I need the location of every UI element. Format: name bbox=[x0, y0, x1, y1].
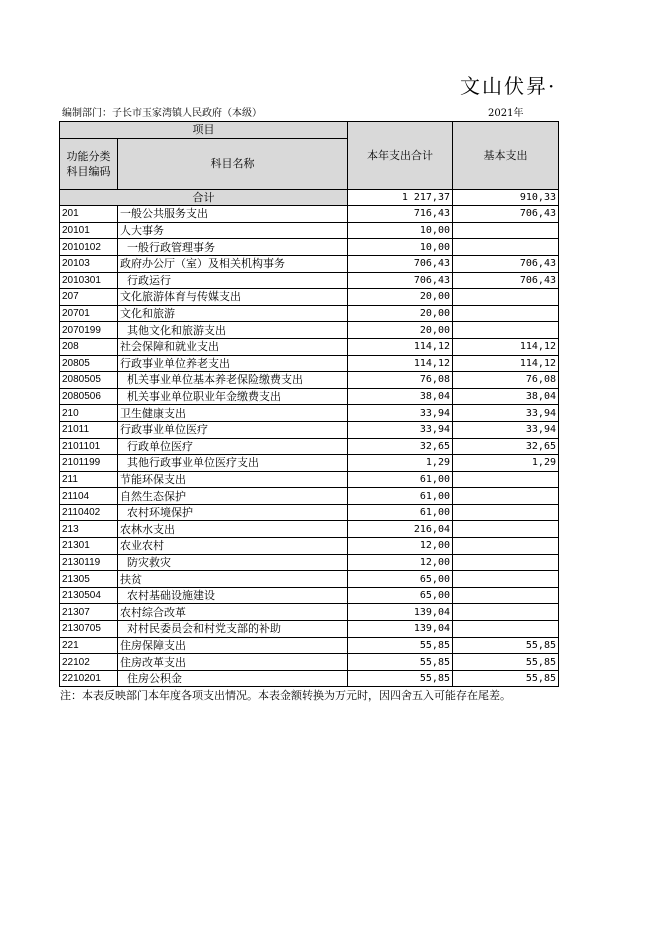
row-basic: 33,94 bbox=[453, 405, 559, 422]
row-code: 221 bbox=[60, 637, 118, 654]
table-row bbox=[60, 654, 559, 671]
table-row bbox=[60, 305, 559, 322]
row-code: 21307 bbox=[60, 604, 118, 621]
row-subject-name: 农林水支出 bbox=[118, 521, 348, 538]
total-basic: 910,33 bbox=[453, 189, 559, 206]
row-total: 716,43 bbox=[348, 206, 453, 223]
table-row bbox=[60, 255, 559, 272]
row-basic bbox=[453, 222, 559, 239]
department-label: 编制部门：子长市玉家湾镇人民政府（本级） bbox=[62, 108, 262, 119]
year-label: 2021年 bbox=[488, 108, 524, 119]
row-code: 210 bbox=[60, 405, 118, 422]
row-total: 20,00 bbox=[348, 305, 453, 322]
row-basic: 114,12 bbox=[453, 355, 559, 372]
table-row bbox=[60, 670, 559, 687]
row-subject-name: 一般行政管理事务 bbox=[118, 239, 348, 256]
table-row bbox=[60, 322, 559, 339]
row-total: 1,29 bbox=[348, 455, 453, 472]
row-basic bbox=[453, 305, 559, 322]
row-code: 2101101 bbox=[60, 438, 118, 455]
row-total: 32,65 bbox=[348, 438, 453, 455]
row-basic bbox=[453, 621, 559, 638]
total-amount: 1 217,37 bbox=[348, 189, 453, 206]
table-row bbox=[60, 272, 559, 289]
row-subject-name: 行政单位医疗 bbox=[118, 438, 348, 455]
row-subject-name: 文化旅游体育与传媒支出 bbox=[118, 289, 348, 306]
row-subject-name: 对村民委员会和村党支部的补助 bbox=[118, 621, 348, 638]
row-basic: 38,04 bbox=[453, 388, 559, 405]
row-total: 706,43 bbox=[348, 255, 453, 272]
row-code: 21301 bbox=[60, 538, 118, 555]
row-total: 65,00 bbox=[348, 587, 453, 604]
row-basic bbox=[453, 322, 559, 339]
row-subject-name: 政府办公厅（室）及相关机构事务 bbox=[118, 255, 348, 272]
row-basic: 55,85 bbox=[453, 670, 559, 687]
header-basic: 基本支出 bbox=[453, 122, 559, 190]
header-total: 本年支出合计 bbox=[348, 122, 453, 190]
row-basic bbox=[453, 289, 559, 306]
row-basic bbox=[453, 239, 559, 256]
row-total: 12,00 bbox=[348, 554, 453, 571]
row-basic: 55,85 bbox=[453, 654, 559, 671]
row-total: 76,08 bbox=[348, 372, 453, 389]
row-basic: 706,43 bbox=[453, 206, 559, 223]
row-subject-name: 行政事业单位医疗 bbox=[118, 421, 348, 438]
row-code: 208 bbox=[60, 338, 118, 355]
table-row bbox=[60, 604, 559, 621]
row-total: 33,94 bbox=[348, 405, 453, 422]
row-total: 61,00 bbox=[348, 504, 453, 521]
row-basic bbox=[453, 488, 559, 505]
row-subject-name: 农业农村 bbox=[118, 538, 348, 555]
expenditure-table bbox=[59, 121, 559, 687]
row-total: 55,85 bbox=[348, 670, 453, 687]
row-subject-name: 扶贫 bbox=[118, 571, 348, 588]
row-subject-name: 住房改革支出 bbox=[118, 654, 348, 671]
row-basic: 706,43 bbox=[453, 255, 559, 272]
row-code: 20101 bbox=[60, 222, 118, 239]
row-total: 20,00 bbox=[348, 322, 453, 339]
row-subject-name: 机关事业单位职业年金缴费支出 bbox=[118, 388, 348, 405]
table-row bbox=[60, 637, 559, 654]
table-row bbox=[60, 355, 559, 372]
table-row bbox=[60, 438, 559, 455]
table-row bbox=[60, 521, 559, 538]
row-code: 20805 bbox=[60, 355, 118, 372]
row-basic bbox=[453, 538, 559, 555]
row-code: 2101199 bbox=[60, 455, 118, 472]
total-row bbox=[60, 189, 559, 206]
row-basic: 33,94 bbox=[453, 421, 559, 438]
row-total: 33,94 bbox=[348, 421, 453, 438]
row-subject-name: 社会保障和就业支出 bbox=[118, 338, 348, 355]
row-total: 10,00 bbox=[348, 222, 453, 239]
table-row bbox=[60, 554, 559, 571]
row-code: 22102 bbox=[60, 654, 118, 671]
table-row bbox=[60, 372, 559, 389]
row-subject-name: 机关事业单位基本养老保险缴费支出 bbox=[118, 372, 348, 389]
table-row bbox=[60, 488, 559, 505]
row-subject-name: 人大事务 bbox=[118, 222, 348, 239]
row-code: 2110402 bbox=[60, 504, 118, 521]
row-code: 211 bbox=[60, 471, 118, 488]
row-basic bbox=[453, 504, 559, 521]
row-basic bbox=[453, 554, 559, 571]
row-subject-name: 住房公积金 bbox=[118, 670, 348, 687]
row-subject-name: 农村综合改革 bbox=[118, 604, 348, 621]
row-basic: 32,65 bbox=[453, 438, 559, 455]
row-total: 706,43 bbox=[348, 272, 453, 289]
row-subject-name: 行政运行 bbox=[118, 272, 348, 289]
row-total: 61,00 bbox=[348, 471, 453, 488]
row-basic: 55,85 bbox=[453, 637, 559, 654]
table-row bbox=[60, 405, 559, 422]
row-basic: 76,08 bbox=[453, 372, 559, 389]
row-subject-name: 住房保障支出 bbox=[118, 637, 348, 654]
row-total: 114,12 bbox=[348, 338, 453, 355]
page-title: 文山伏昇· bbox=[460, 74, 557, 98]
row-basic: 1,29 bbox=[453, 455, 559, 472]
row-code: 2130504 bbox=[60, 587, 118, 604]
footnote: 注：本表反映部门本年度各项支出情况。本表金额转换为万元时，因四舍五入可能存在尾差。 bbox=[60, 689, 511, 702]
table-row bbox=[60, 289, 559, 306]
row-basic: 114,12 bbox=[453, 338, 559, 355]
row-subject-name: 文化和旅游 bbox=[118, 305, 348, 322]
row-subject-name: 农村基础设施建设 bbox=[118, 587, 348, 604]
row-code: 2130705 bbox=[60, 621, 118, 638]
row-total: 38,04 bbox=[348, 388, 453, 405]
row-code: 207 bbox=[60, 289, 118, 306]
row-basic bbox=[453, 604, 559, 621]
row-basic bbox=[453, 571, 559, 588]
table-row bbox=[60, 587, 559, 604]
table-row bbox=[60, 338, 559, 355]
header-row-project bbox=[60, 122, 559, 139]
table-row bbox=[60, 206, 559, 223]
row-code: 21104 bbox=[60, 488, 118, 505]
table-row bbox=[60, 388, 559, 405]
total-label: 合计 bbox=[60, 189, 348, 206]
row-total: 114,12 bbox=[348, 355, 453, 372]
row-basic: 706,43 bbox=[453, 272, 559, 289]
row-basic bbox=[453, 587, 559, 604]
table-row bbox=[60, 421, 559, 438]
row-total: 65,00 bbox=[348, 571, 453, 588]
row-subject-name: 卫生健康支出 bbox=[118, 405, 348, 422]
row-subject-name: 防灾救灾 bbox=[118, 554, 348, 571]
table-row bbox=[60, 239, 559, 256]
row-basic bbox=[453, 521, 559, 538]
row-code: 20103 bbox=[60, 255, 118, 272]
row-total: 61,00 bbox=[348, 488, 453, 505]
row-subject-name: 自然生态保护 bbox=[118, 488, 348, 505]
table-row bbox=[60, 504, 559, 521]
table-row bbox=[60, 222, 559, 239]
row-total: 12,00 bbox=[348, 538, 453, 555]
row-code: 2010301 bbox=[60, 272, 118, 289]
row-code: 213 bbox=[60, 521, 118, 538]
row-total: 216,04 bbox=[348, 521, 453, 538]
table-row bbox=[60, 621, 559, 638]
row-total: 55,85 bbox=[348, 654, 453, 671]
table-row bbox=[60, 571, 559, 588]
header-func-code: 功能分类科目编码 bbox=[60, 138, 118, 189]
table-row bbox=[60, 538, 559, 555]
row-basic bbox=[453, 471, 559, 488]
row-code: 201 bbox=[60, 206, 118, 223]
row-code: 2080506 bbox=[60, 388, 118, 405]
row-total: 55,85 bbox=[348, 637, 453, 654]
row-subject-name: 其他文化和旅游支出 bbox=[118, 322, 348, 339]
row-total: 20,00 bbox=[348, 289, 453, 306]
row-subject-name: 行政事业单位养老支出 bbox=[118, 355, 348, 372]
row-code: 2080505 bbox=[60, 372, 118, 389]
row-code: 21305 bbox=[60, 571, 118, 588]
row-total: 10,00 bbox=[348, 239, 453, 256]
row-code: 2130119 bbox=[60, 554, 118, 571]
row-code: 2210201 bbox=[60, 670, 118, 687]
row-code: 2070199 bbox=[60, 322, 118, 339]
row-code: 2010102 bbox=[60, 239, 118, 256]
row-code: 20701 bbox=[60, 305, 118, 322]
table-row bbox=[60, 471, 559, 488]
header-subject-name: 科目名称 bbox=[118, 138, 348, 189]
table-row bbox=[60, 455, 559, 472]
row-total: 139,04 bbox=[348, 621, 453, 638]
row-subject-name: 一般公共服务支出 bbox=[118, 206, 348, 223]
row-subject-name: 其他行政事业单位医疗支出 bbox=[118, 455, 348, 472]
row-code: 21011 bbox=[60, 421, 118, 438]
row-total: 139,04 bbox=[348, 604, 453, 621]
row-subject-name: 农村环境保护 bbox=[118, 504, 348, 521]
header-project: 项目 bbox=[60, 122, 348, 139]
row-subject-name: 节能环保支出 bbox=[118, 471, 348, 488]
